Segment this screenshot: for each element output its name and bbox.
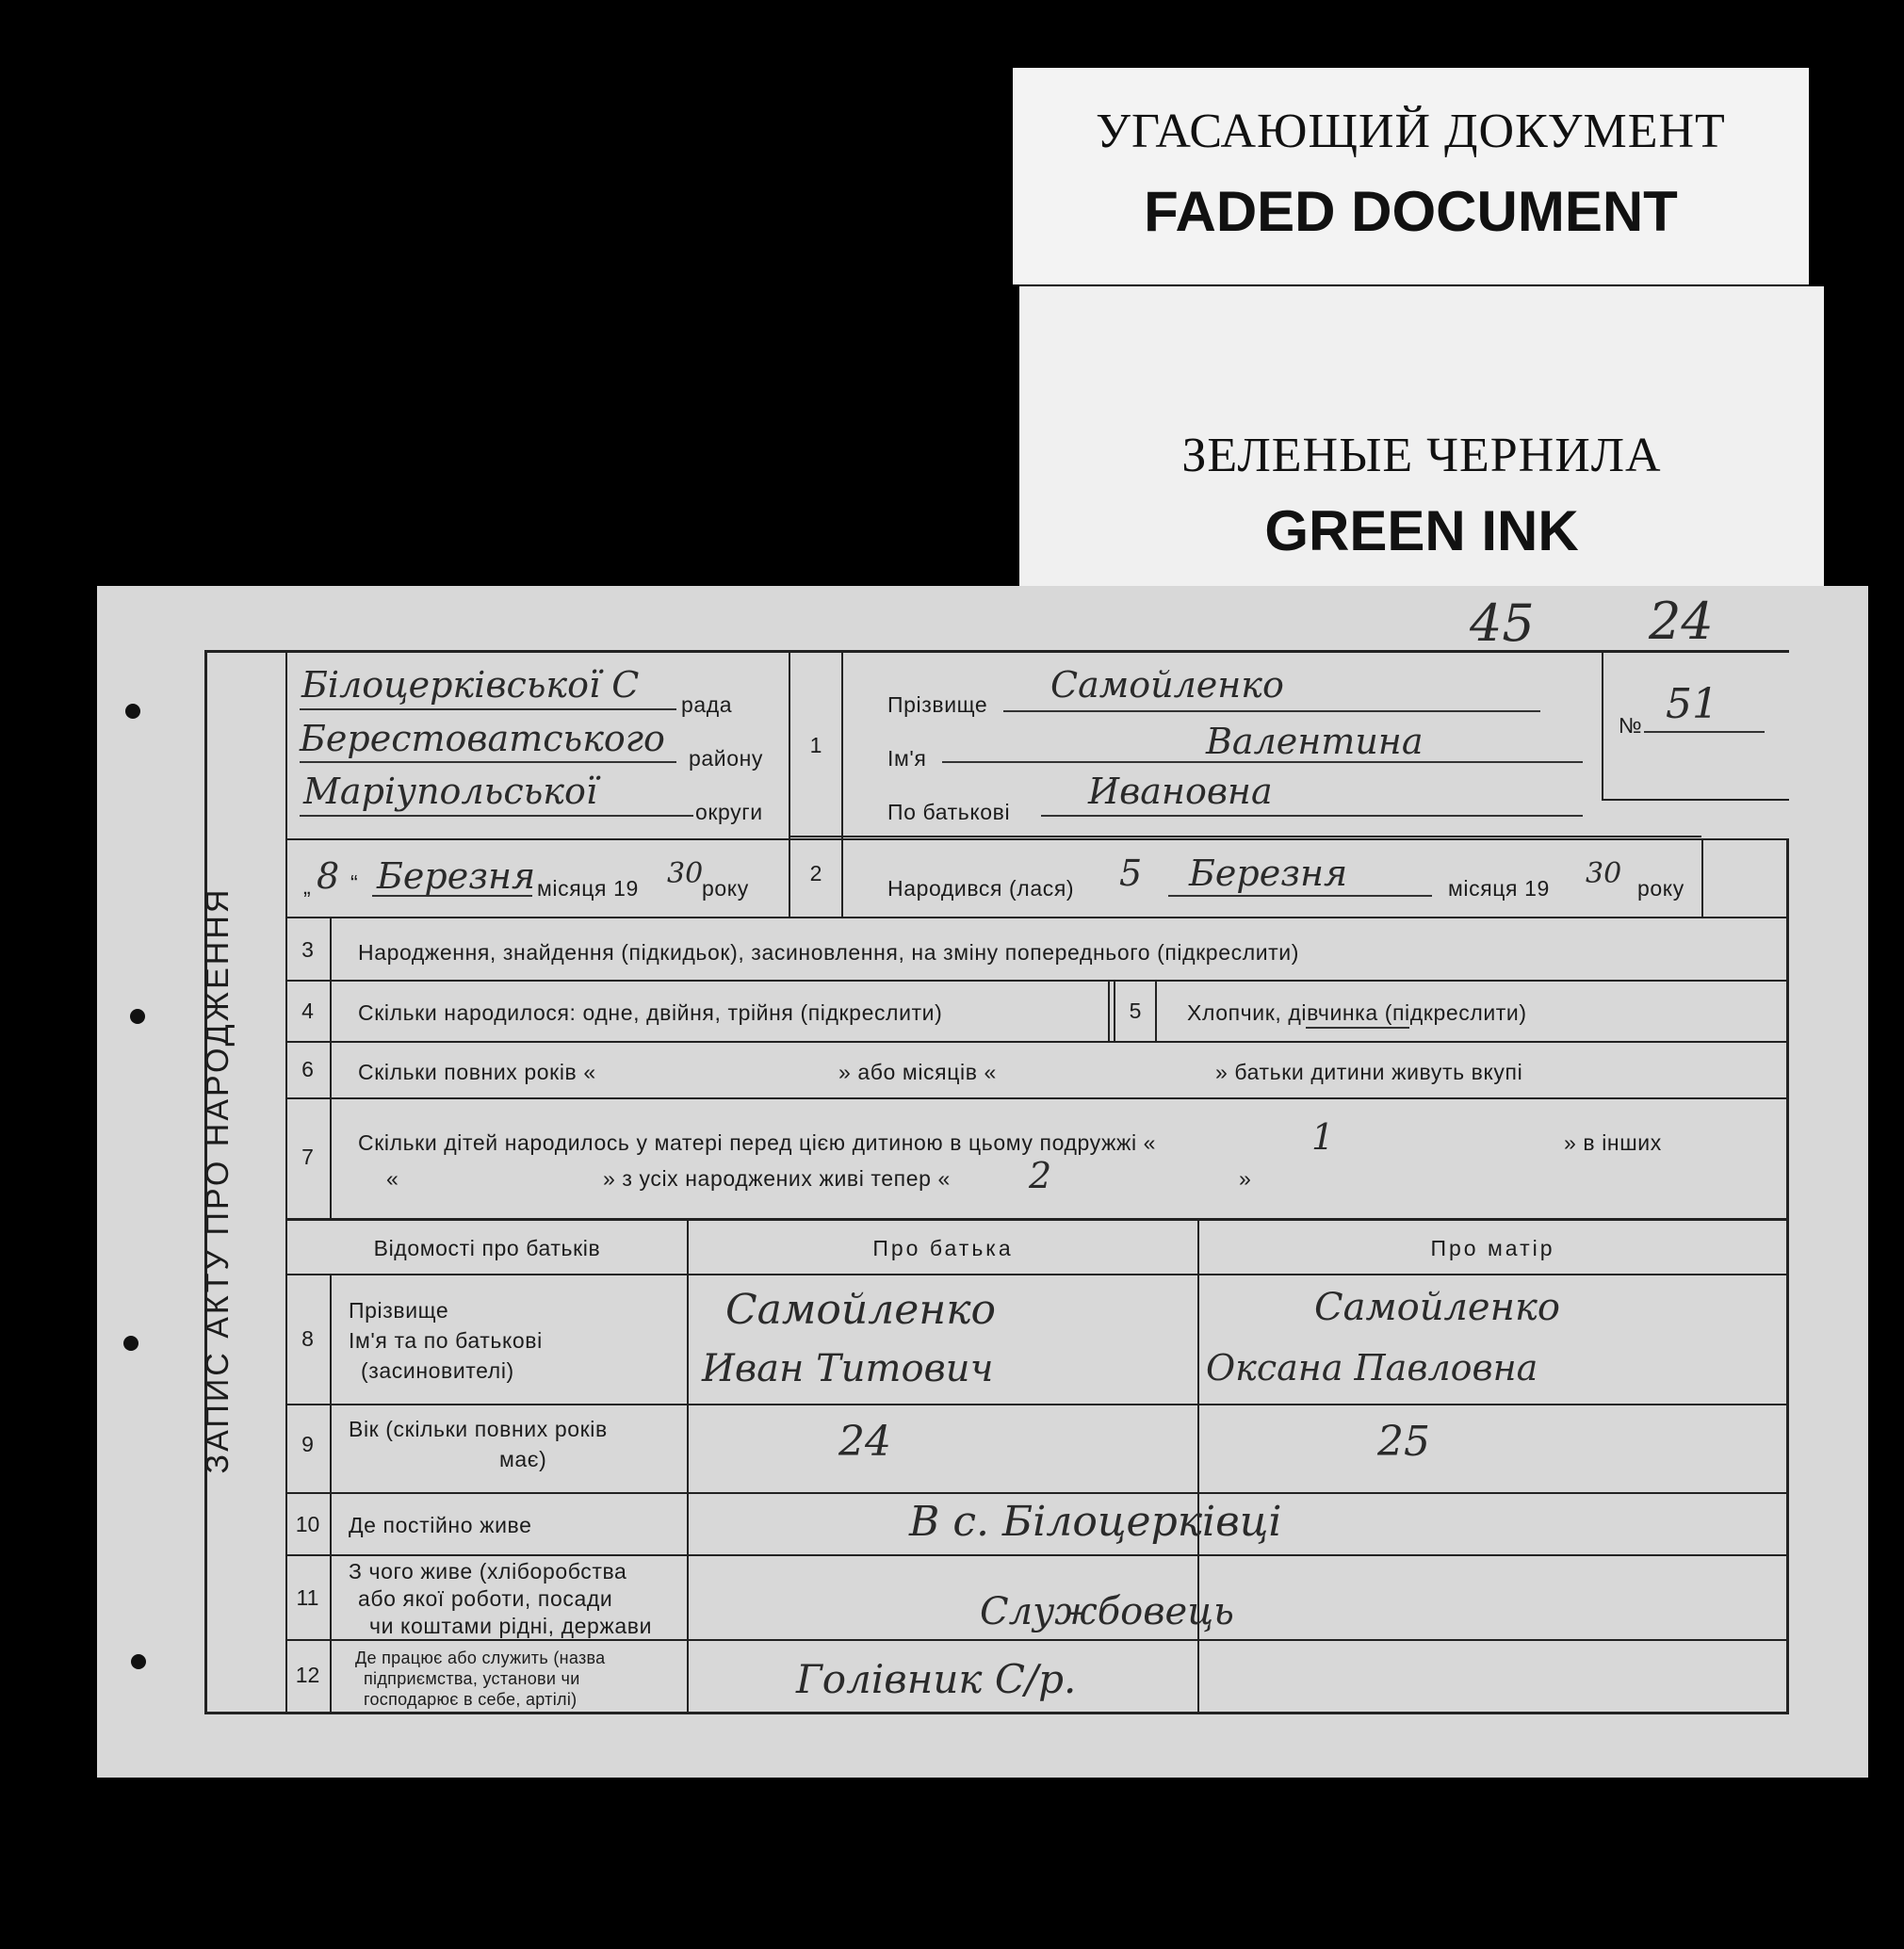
corner-mark-one: 45 [1470, 593, 1535, 653]
rayon-label: району [689, 746, 764, 771]
child-surname: Самойленко [1050, 664, 1284, 706]
birth-day: 5 [1119, 853, 1143, 894]
patronymic-label: По батькові [887, 800, 1011, 824]
age-label-2: має) [499, 1447, 547, 1471]
living-children-value: 2 [1029, 1155, 1052, 1196]
previous-children-text-end: » в інших [1564, 1130, 1662, 1155]
father-surname: Самойленко [725, 1286, 997, 1334]
punch-hole [125, 704, 140, 719]
child-name: Валентина [1206, 721, 1424, 762]
registration-day: 8 [317, 855, 340, 897]
green-ink-tag-english: GREEN INK [1264, 499, 1579, 562]
birth-month: Березня [1189, 853, 1348, 894]
row-number: 2 [809, 861, 822, 885]
workplace-label-1: Де працює або служить (назва [355, 1649, 606, 1667]
row-number: 3 [301, 937, 314, 962]
father-column-header: Про батька [872, 1236, 1014, 1260]
row-number: 4 [301, 999, 314, 1023]
birth-month-label: місяця 19 [1448, 876, 1550, 901]
record-number: 51 [1666, 680, 1718, 728]
residence-label: Де постійно живе [349, 1513, 532, 1537]
surname-label: Прізвище [887, 692, 988, 717]
birth-date-suffix: року [1637, 876, 1684, 901]
workplace-label-2: підприємства, установи чи [364, 1669, 580, 1688]
registration-date-quote-open: „ [303, 874, 312, 899]
okrug-label: округи [695, 800, 763, 824]
punch-hole [130, 1009, 145, 1024]
row-number: 7 [301, 1145, 314, 1169]
occupation-label-3: чи коштами рідні, держави [369, 1614, 653, 1638]
previous-children-text: Скільки дітей народилось у матері перед цією дитиною в цьому подружжі « [358, 1130, 1157, 1155]
registration-date-quote-close: “ [350, 870, 359, 895]
children-count-text: Скільки народилося: одне, двійня, трійня (підкреслити) [358, 1000, 943, 1025]
name-label: Ім'я [887, 746, 927, 771]
registration-year: 30 [667, 857, 704, 890]
row-number: 10 [295, 1512, 320, 1536]
previous-children-value: 1 [1311, 1116, 1335, 1158]
parents-info-header: Відомості про батьків [373, 1236, 601, 1260]
row-number: 11 [296, 1585, 319, 1610]
row-number: 8 [301, 1326, 314, 1351]
occupation-value: Службовець [980, 1590, 1234, 1633]
row-number: 1 [809, 733, 822, 757]
age-label-1: Вік (скільки повних років [349, 1417, 608, 1441]
registration-date-suffix: року [702, 876, 749, 901]
mother-age: 25 [1377, 1418, 1430, 1466]
father-name-patronymic: Иван Титович [702, 1347, 994, 1390]
faded-tag-russian: УГАСАЮЩИЙ ДОКУМЕНТ [1096, 105, 1726, 158]
occupation-label-1: З чого живе (хліборобства [349, 1559, 627, 1584]
mother-name-patronymic: Оксана Павловна [1206, 1347, 1538, 1389]
living-children-quote: « [386, 1166, 399, 1191]
child-patronymic: Ивановна [1088, 771, 1273, 812]
rada-label: рада [681, 692, 733, 717]
registration-month: Березня [377, 855, 536, 897]
row-number: 6 [301, 1057, 314, 1081]
birth-type-text: Народження, знайдення (підкидьок), засиновлення, на зміну попереднього (підкреслити) [358, 940, 1300, 965]
form-title: ЗАПИС АКТУ ПРО НАРОДЖЕННЯ [200, 886, 236, 1474]
corner-mark-two: 24 [1649, 592, 1714, 651]
punch-hole [123, 1336, 138, 1351]
occupation-label-2: або якої роботи, посади [358, 1586, 613, 1611]
full-name-label-1: Прізвище [349, 1298, 449, 1323]
green-ink-tag [1019, 286, 1824, 588]
punch-hole [131, 1654, 146, 1669]
cohabitation-text-b: » або місяців « [838, 1060, 997, 1084]
birth-year: 30 [1586, 857, 1622, 890]
birth-date-label: Народився (лася) [887, 876, 1075, 901]
registration-date-label: місяця 19 [537, 876, 639, 901]
okrug-value: Маріупольської [303, 771, 598, 812]
rada-value: Білоцерківської С [301, 664, 640, 706]
row-number: 9 [301, 1432, 314, 1456]
row-number: 12 [295, 1663, 320, 1687]
faded-tag-english: FADED DOCUMENT [1144, 180, 1678, 243]
green-ink-tag-russian: ЗЕЛЕНЫЕ ЧЕРНИЛА [1181, 429, 1662, 482]
mother-column-header: Про матір [1430, 1236, 1555, 1260]
cohabitation-text-a: Скільки повних років « [358, 1060, 596, 1084]
full-name-label-2: Ім'я та по батькові [349, 1328, 543, 1353]
living-children-text-end: » [1239, 1166, 1252, 1191]
row-number: 5 [1129, 999, 1142, 1023]
father-age: 24 [838, 1418, 891, 1466]
record-number-label: № [1619, 713, 1643, 738]
cohabitation-text-c: » батьки дитини живуть вкупі [1215, 1060, 1523, 1084]
faded-document-tag [1013, 68, 1809, 284]
living-children-text: » з усіх народжених живі тепер « [603, 1166, 951, 1191]
workplace-value: Голівник С/р. [796, 1656, 1077, 1702]
mother-surname: Самойленко [1314, 1286, 1560, 1329]
workplace-label-3: господарює в себе, артілі) [364, 1690, 578, 1709]
child-sex-text: Хлопчик, дівчинка (підкреслити) [1187, 1000, 1527, 1025]
rayon-value: Берестоватського [300, 718, 665, 759]
residence-value: В с. Білоцерківці [909, 1498, 1282, 1546]
full-name-label-3: (засиновителі) [361, 1358, 514, 1383]
